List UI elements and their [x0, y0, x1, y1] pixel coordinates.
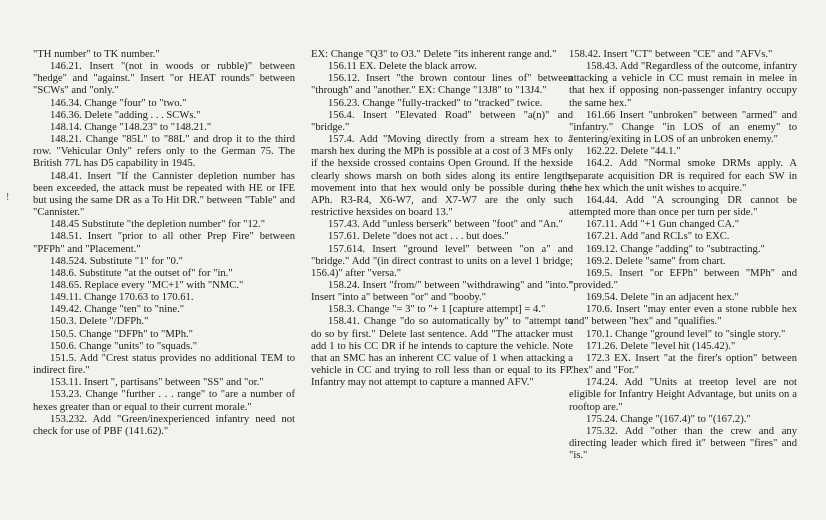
- erratum-paragraph: 162.22. Delete "44.1.": [586, 146, 681, 158]
- erratum-paragraph: 148.41. Insert "If the Cannister depletion number has been exceeded, the attack must be repeated with HE or IFE but using the same DR as a To Hit DR." between "Table" and "Cannister.": [33, 170, 295, 219]
- erratum-paragraph: 149.11. Change 170.63 to 170.61.: [50, 292, 194, 304]
- erratum-paragraph: 172.3 EX. Insert "at the firer's option" between "hex" and "For.": [569, 352, 797, 377]
- erratum-paragraph: 153.23. Change "further . . . range" to "are a number of hexes greater than or equal to their current morale.": [33, 389, 295, 413]
- erratum-paragraph: 158.3. Change "= 3" to "+ 1 [capture attempt] = 4.": [328, 304, 546, 316]
- erratum-paragraph: 148.51. Insert "prior to all other Prep Fire" between "PFPh" and "Placement.": [33, 231, 295, 255]
- erratum-paragraph: 174.24. Add "Units at treetop level are not eligible for Infantry Height Advantage, but units on a rooftop are.": [569, 377, 797, 413]
- erratum-paragraph: 156.12. Insert "the brown contour lines of" between "through" and "another." EX: Change "13J8" to "13J4.": [311, 73, 573, 97]
- erratum-paragraph: 157.61. Delete "does not act . . . but does.": [328, 231, 509, 243]
- erratum-paragraph: 148.45 Substitute "the depletion number" for "12.": [50, 219, 266, 231]
- erratum-paragraph: 158.24. Insert "from/" between "withdrawing" and "into." Insert "into a" between "or" and "booby.": [311, 279, 573, 304]
- erratum-paragraph: 164.44. Add "A scrounging DR cannot be attempted more than once per turn per side.": [569, 194, 797, 219]
- erratum-paragraph: 170.6. Insert "may enter even a stone rubble hex and" between "hex" and "qualifies.": [569, 304, 797, 328]
- erratum-paragraph: 158.41. Change "do so automatically by" to "attempt to do so by first." Delete last sentence. Add "The attacker must add 1 to his CC DR if he intends to capture the vehicle. Note that an SMC has an inherent CC value of 1 when attacking a vehicle in CC and trying to roll less than or equal to its FP. Infantry may not attempt to capture a manned AFV.": [311, 316, 573, 389]
- erratum-paragraph: 175.32. Add "other than the crew and any directing leader which fired it" between "fires" and "is.": [569, 425, 797, 462]
- erratum-paragraph: 148.6. Substitute "at the outset of" for "in.": [50, 267, 233, 279]
- erratum-paragraph: 150.5. Change "DFPh" to "MPh.": [50, 328, 193, 340]
- erratum-paragraph: EX: Change "Q3" to O3." Delete "its inherent range and.": [311, 49, 557, 60]
- erratum-paragraph: 175.24. Change "(167.4)" to "(167.2).": [586, 413, 751, 425]
- text-column-3: [569, 49, 797, 462]
- erratum-paragraph: 158.42. Insert "CT" between "CE" and "AFVs.": [569, 49, 773, 60]
- erratum-paragraph: 169.2. Delete "same" from chart.: [586, 255, 726, 267]
- erratum-paragraph: 169.5. Insert "or EFPh" between "MPh" and "provided.": [569, 267, 797, 291]
- erratum-paragraph: 156.11 EX. Delete the black arrow.: [328, 61, 477, 73]
- erratum-paragraph: 161.66 Insert "unbroken" between "armed" and "infantry." Change "in LOS of an enemy" to "entering/exiting in LOS of an unbroken enemy.": [569, 109, 797, 146]
- erratum-paragraph: 150.3. Delete "/DFPh.": [50, 316, 149, 328]
- erratum-paragraph: 146.36. Delete "adding . . . SCWs.": [50, 109, 201, 121]
- erratum-paragraph: 156.23. Change "fully-tracked" to "tracked" twice.: [328, 97, 543, 109]
- erratum-paragraph: 146.21. Insert "(not in woods or rubble)" between "hedge" and "against." Insert "or HEAT rounds" between "SCWs" and "only.": [33, 61, 295, 97]
- erratum-paragraph: 150.6. Change "units" to "squads.": [50, 340, 198, 352]
- erratum-paragraph: 151.5. Add "Crest status provides no additional TEM to indirect fire.": [33, 352, 295, 377]
- erratum-paragraph: 148.65. Replace every "MC+1" with "NMC.": [50, 279, 244, 291]
- erratum-paragraph: 153.232. Add "Green/inexperienced infantry need not check for use of PBF (141.62).": [33, 413, 295, 437]
- erratum-paragraph: 156.4. Insert "Elevated Road" between "a(n)" and "bridge.": [311, 109, 573, 133]
- erratum-paragraph: 148.21. Change "85L" to "88L" and drop it to the third row. "Vehicular Only" refers only to the German 75. The British 77L has D5 capability in 1945.: [33, 134, 295, 170]
- erratum-paragraph: 169.54. Delete "in an adjacent hex.": [586, 292, 739, 304]
- margin-mark: !: [6, 192, 10, 203]
- erratum-paragraph: 157.4. Add "Moving directly from a stream hex to a marsh hex during the MPh is possible at a cost of 3 MFs only if the hexside crossed contains Open Ground. If the hexside clearly shows marsh on both sides along its entire length, movement into that hex would only be possible during the APh. R3-R4, X6-W7, and X7-W7 are the only such restrictive hexsides on board 13.": [311, 134, 573, 219]
- text-column-1: [33, 49, 295, 438]
- erratum-paragraph: 169.12. Change "adding" to "subtracting.": [586, 243, 765, 255]
- erratum-paragraph: 157.614. Insert "ground level" between "on a" and "bridge." Add "(in direct contrast to units on a level 1 bridge; 156.4)" after "versa.": [311, 243, 573, 279]
- erratum-paragraph: 146.34. Change "four" to "two.": [50, 97, 187, 109]
- erratum-paragraph: 148.524. Substitute "1" for "0.": [50, 255, 183, 267]
- erratum-paragraph: 164.2. Add "Normal smoke DRMs apply. A separate acquisition DR is required for each SW in the hex which the unit wishes to acquire.": [569, 158, 797, 194]
- erratum-paragraph: 167.21. Add "and RCLs" to EXC.: [586, 231, 730, 243]
- erratum-paragraph: 149.42. Change "ten" to "nine.": [50, 304, 185, 316]
- text-column-2: [311, 49, 573, 389]
- erratum-paragraph: 170.1. Change "ground level" to "single story.": [586, 328, 786, 340]
- erratum-paragraph: 158.43. Add "Regardless of the outcome, infantry attacking a vehicle in CC must remain in melee in that hex if opposing non-passenger infantry occupy the same hex.": [569, 61, 797, 109]
- erratum-paragraph: 167.11. Add "+1 Gun changed CA.": [586, 219, 740, 231]
- erratum-paragraph: 153.11. Insert ", partisans" between "SS" and "or.": [50, 377, 264, 389]
- erratum-paragraph: 157.43. Add "unless berserk" between "foot" and "An.": [328, 219, 563, 231]
- erratum-paragraph: 171.26. Delete "level hit (145.42).": [586, 340, 736, 352]
- erratum-paragraph: "TH number" to TK number.": [33, 49, 160, 60]
- erratum-paragraph: 148.14. Change "148.23" to "148.21.": [50, 121, 212, 133]
